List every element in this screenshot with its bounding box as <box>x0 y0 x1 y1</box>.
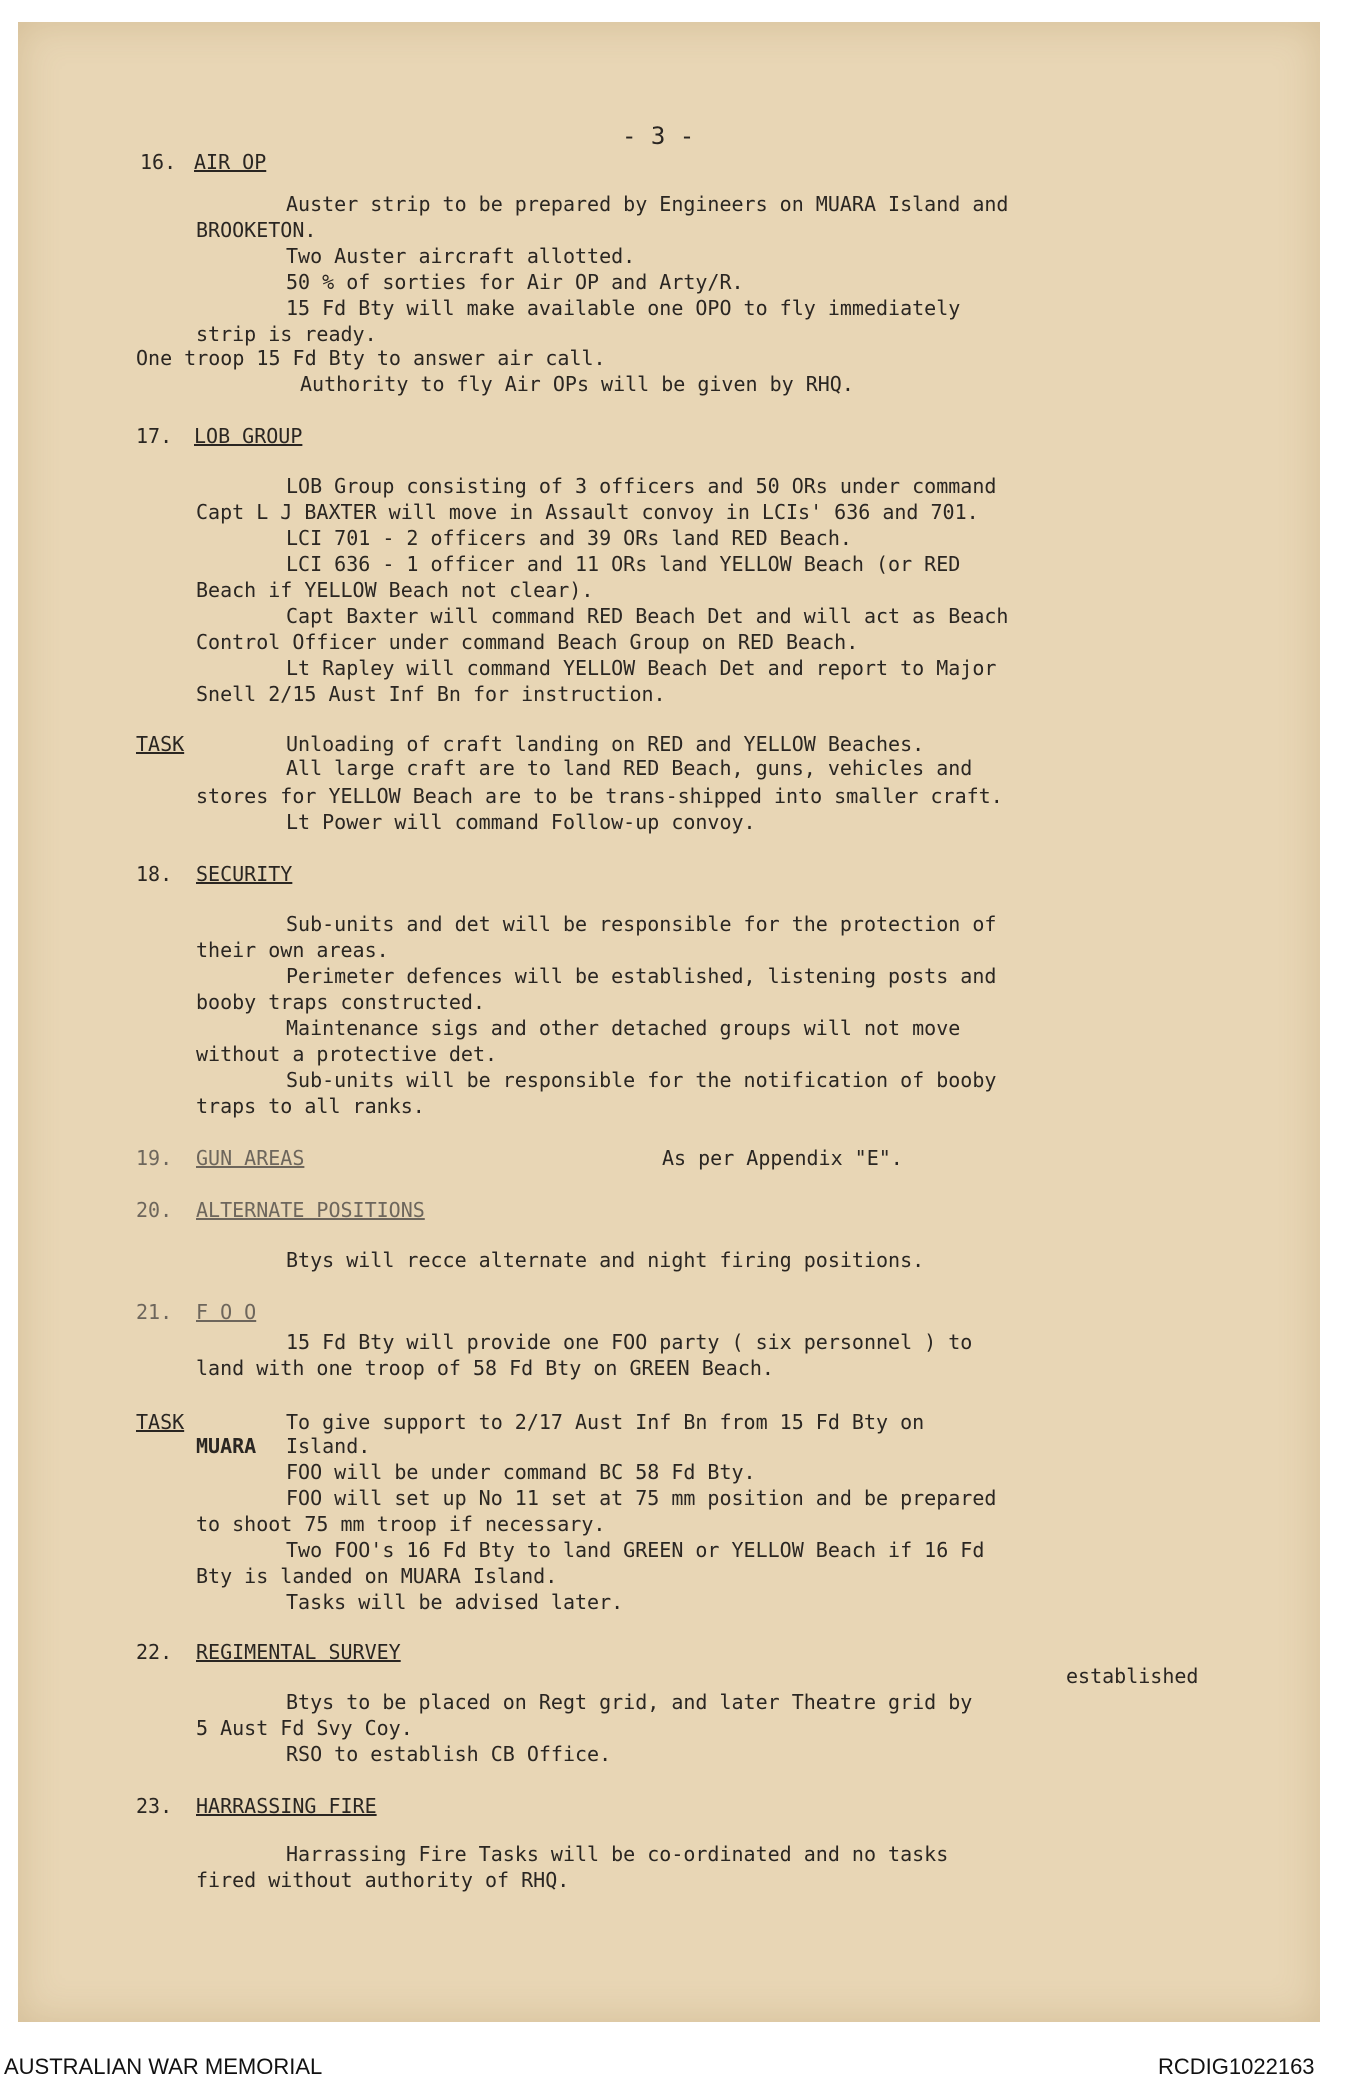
section-23-number: 23. <box>136 1794 173 1818</box>
section-18-line: Maintenance sigs and other detached groups will not move <box>286 1016 961 1040</box>
section-21-line: land with one troop of 58 Fd Bty on GREEN Beach. <box>196 1356 774 1380</box>
section-22-line: RSO to establish CB Office. <box>286 1742 612 1766</box>
section-17-title: LOB GROUP <box>194 424 303 448</box>
task-line: FOO will be under command BC 58 Fd Bty. <box>286 1460 756 1484</box>
section-18-line: Sub-units will be responsible for the notification of booby <box>286 1068 997 1092</box>
section-18-title: SECURITY <box>196 862 293 886</box>
page-number: - 3 - <box>622 122 695 150</box>
section-18-line: Perimeter defences will be established, listening posts and <box>286 964 997 988</box>
section-22-number: 22. <box>136 1640 173 1664</box>
section-16-line: One troop 15 Fd Bty to answer air call. <box>136 346 606 370</box>
section-17-line: LOB Group consisting of 3 officers and 50 ORs under command <box>286 474 997 498</box>
section-17-line: Capt Baxter will command RED Beach Det and will act as Beach <box>286 604 1009 628</box>
section-22-line: Btys to be placed on Regt grid, and later Theatre grid by <box>286 1690 973 1714</box>
archive-reference: RCDIG1022163 <box>1158 2054 1315 2079</box>
section-16-title: AIR OP <box>194 150 267 174</box>
section-21-number: 21. <box>136 1300 173 1324</box>
section-21-title: F O O <box>196 1300 257 1324</box>
task-line: Island. <box>286 1434 371 1458</box>
section-22-title: REGIMENTAL SURVEY <box>196 1640 401 1664</box>
task-line: Bty is landed on MUARA Island. <box>196 1564 558 1588</box>
section-18-line: their own areas. <box>196 938 389 962</box>
section-16-line: 50 % of sorties for Air OP and Arty/R. <box>286 270 744 294</box>
section-17-line: Capt L J BAXTER will move in Assault convoy in LCIs' 636 and 701. <box>196 500 979 524</box>
section-23-line: fired without authority of RHQ. <box>196 1868 570 1892</box>
section-23-line: Harrassing Fire Tasks will be co-ordinated and no tasks <box>286 1842 949 1866</box>
section-20-title: ALTERNATE POSITIONS <box>196 1198 425 1222</box>
section-16-line: Authority to fly Air OPs will be given by RHQ. <box>300 372 854 396</box>
section-16-line: Auster strip to be prepared by Engineers on MUARA Island and <box>286 192 1009 216</box>
section-19-text: As per Appendix "E". <box>662 1146 903 1170</box>
task-line: stores for YELLOW Beach are to be trans-shipped into smaller craft. <box>196 784 1003 808</box>
section-17-line: Beach if YELLOW Beach not clear). <box>196 578 594 602</box>
section-17-line: LCI 701 - 2 officers and 39 ORs land RED Beach. <box>286 526 852 550</box>
task-line: Lt Power will command Follow-up convoy. <box>286 810 756 834</box>
section-17-number: 17. <box>136 424 173 448</box>
section-23-title: HARRASSING FIRE <box>196 1794 377 1818</box>
task-line: All large craft are to land RED Beach, guns, vehicles and <box>286 756 973 780</box>
task-label: TASK <box>136 1410 185 1434</box>
section-19-number: 19. <box>136 1146 173 1170</box>
section-17-line: Snell 2/15 Aust Inf Bn for instruction. <box>196 682 666 706</box>
task-line: Two FOO's 16 Fd Bty to land GREEN or YELLOW Beach if 16 Fd <box>286 1538 985 1562</box>
task-line: Tasks will be advised later. <box>286 1590 624 1614</box>
section-22-line: 5 Aust Fd Svy Coy. <box>196 1716 413 1740</box>
section-16-line: Two Auster aircraft allotted. <box>286 244 636 268</box>
section-17-line: Control Officer under command Beach Group on RED Beach. <box>196 630 859 654</box>
section-21-line: 15 Fd Bty will provide one FOO party ( six personnel ) to <box>286 1330 973 1354</box>
section-18-number: 18. <box>136 862 173 886</box>
archive-credit: AUSTRALIAN WAR MEMORIAL <box>4 2054 323 2079</box>
section-17-line: Lt Rapley will command YELLOW Beach Det and report to Major <box>286 656 997 680</box>
section-20-number: 20. <box>136 1198 173 1222</box>
task-line: To give support to 2/17 Aust Inf Bn from 15 Fd Bty on <box>286 1410 925 1434</box>
task-sublabel: MUARA <box>196 1434 257 1458</box>
section-16-line: strip is ready. <box>196 322 377 346</box>
section-18-line: without a protective det. <box>196 1042 498 1066</box>
section-19-title: GUN AREAS <box>196 1146 305 1170</box>
task-line: Unloading of craft landing on RED and YELLOW Beaches. <box>286 732 925 756</box>
section-17-line: LCI 636 - 1 officer and 11 ORs land YELLOW Beach (or RED <box>286 552 961 576</box>
section-18-line: Sub-units and det will be responsible for the protection of <box>286 912 997 936</box>
task-line: FOO will set up No 11 set at 75 mm position and be prepared <box>286 1486 997 1510</box>
task-label: TASK <box>136 732 185 756</box>
task-line: to shoot 75 mm troop if necessary. <box>196 1512 606 1536</box>
section-18-line: booby traps constructed. <box>196 990 485 1014</box>
section-22-insertion: established <box>1066 1664 1199 1688</box>
section-16-line: BROOKETON. <box>196 218 317 242</box>
section-16-line: 15 Fd Bty will make available one OPO to fly immediately <box>286 296 961 320</box>
section-20-line: Btys will recce alternate and night firing positions. <box>286 1248 925 1272</box>
section-18-line: traps to all ranks. <box>196 1094 425 1118</box>
section-16-number: 16. <box>140 150 177 174</box>
